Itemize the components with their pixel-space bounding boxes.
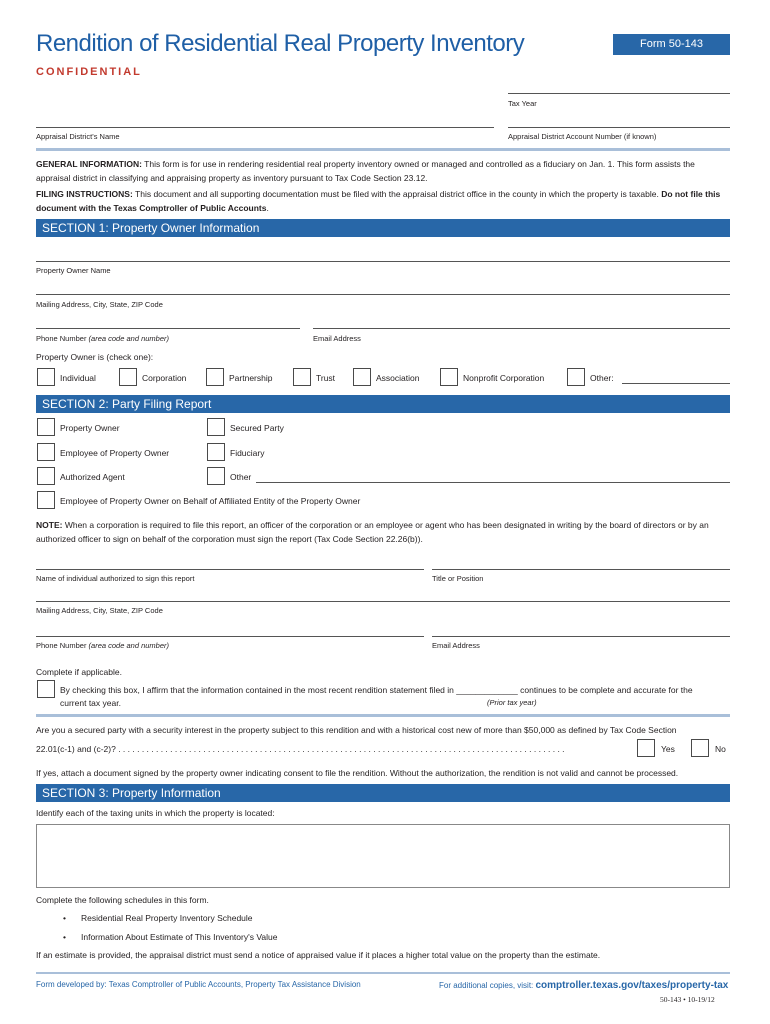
checkbox-affirm[interactable] (37, 680, 55, 698)
affirm-text-line2: current tax year. (60, 698, 121, 708)
checkbox-partnership[interactable] (206, 368, 224, 386)
owner-mailing-label: Mailing Address, City, State, ZIP Code (36, 300, 163, 309)
owner-email-field[interactable] (313, 328, 730, 329)
owner-phone-field[interactable] (36, 328, 300, 329)
checkbox-secured-party[interactable] (207, 418, 225, 436)
filer-mailing-label: Mailing Address, City, State, ZIP Code (36, 606, 163, 615)
checkbox-affiliated-employee[interactable] (37, 491, 55, 509)
filer-email-label: Email Address (432, 641, 480, 650)
prior-year-field[interactable]: _____________ (456, 685, 518, 695)
estimate-note: If an estimate is provided, the appraisal district must send a notice of appraised value if it places a higher total value on the property than the estimate. (36, 950, 601, 960)
footer-developed-by: Form developed by: Texas Comptroller of Public Accounts, Property Tax Assistance Division (36, 980, 361, 989)
footer-copies: For additional copies, visit: comptroller.texas.gov/taxes/property-tax (439, 980, 729, 991)
filing-instructions: FILING INSTRUCTIONS: This document and all supporting documentation must be filed with the appraisal district office in the county in which the property is taxable. Do not file this document with the Texas Comptroller of Public Accounts. (36, 189, 721, 213)
filer-mailing-field[interactable] (36, 601, 730, 602)
checkbox-other-filer[interactable] (207, 467, 225, 485)
secured-question-line1: Are you a secured party with a security interest in the property subject to this rendition and with a historical cost new of more than $50,000 as defined by Tax Code Section (36, 725, 677, 735)
label-secured-party: Secured Party (230, 423, 284, 433)
if-yes-note: If yes, attach a document signed by the property owner indicating consent to file the rendition. Without the authorization, the rendition is not valid and cannot be processed. (36, 768, 679, 778)
note-paragraph (36, 518, 730, 546)
filer-email-field[interactable] (432, 636, 730, 637)
taxing-units-textarea[interactable] (36, 824, 730, 888)
filer-phone-field[interactable] (36, 636, 424, 637)
other-owner-field[interactable] (622, 383, 730, 384)
bullet-1: • (63, 913, 66, 923)
footer-form-id: 50-143 • 10-19/12 (660, 995, 715, 1004)
label-other-filer: Other (230, 472, 252, 482)
checkbox-other-owner[interactable] (567, 368, 585, 386)
owner-type-prompt: Property Owner is (check one): (36, 352, 154, 362)
schedule-item-1: Residential Real Property Inventory Schedule (81, 913, 253, 923)
checkbox-property-owner[interactable] (37, 418, 55, 436)
general-heading: GENERAL INFORMATION: (36, 159, 142, 169)
label-yes: Yes (661, 744, 675, 754)
section2-divider (36, 714, 730, 717)
checkbox-individual[interactable] (37, 368, 55, 386)
filer-phone-label: Phone Number (area code and number) (36, 641, 170, 650)
form-title: Rendition of Residential Real Property Inventory (36, 30, 525, 57)
label-partnership: Partnership (229, 373, 273, 383)
account-number-field[interactable] (508, 127, 730, 128)
checkbox-corporation[interactable] (119, 368, 137, 386)
individual-name-label: Name of individual authorized to sign this report (36, 574, 195, 583)
checkbox-fiduciary[interactable] (207, 443, 225, 461)
owner-name-field[interactable] (36, 261, 730, 262)
label-individual: Individual (60, 373, 96, 383)
complete-if-applicable: Complete if applicable. (36, 667, 122, 677)
label-trust: Trust (316, 373, 336, 383)
filing-bold: Do not file this document with the Texas Comptroller of Public Accounts (36, 189, 721, 213)
label-corporation: Corporation (142, 373, 187, 383)
label-association: Association (376, 373, 420, 383)
prior-year-hint: (Prior tax year) (487, 698, 537, 707)
label-other-owner: Other: (590, 373, 614, 383)
checkbox-employee[interactable] (37, 443, 55, 461)
owner-email-label: Email Address (313, 334, 361, 343)
checkbox-nonprofit[interactable] (440, 368, 458, 386)
general-text: This form is for use in rendering residential real property inventory owned or managed and controlled as a fiduciary on Jan. 1. This form assists the appraisal district in classifying and appraising property as inventory pursuant to Tax Code Section 23.12. (36, 159, 695, 183)
label-nonprofit: Nonprofit Corporation (463, 373, 545, 383)
account-number-label: Appraisal District Account Number (if known) (508, 132, 657, 141)
confidential-label: CONFIDENTIAL (36, 66, 142, 78)
title-position-label: Title or Position (432, 574, 484, 583)
header-divider (36, 148, 730, 151)
checkbox-association[interactable] (353, 368, 371, 386)
individual-name-field[interactable] (36, 569, 424, 570)
secured-question-line2: 22.01(c-1) and (c-2)? . . . . . . . . . . . . . . . . . . . . . . . . . . . . . . . . . . . . . . . . . . . . . . . . . . . . . . . . . . . . . . . . . . . . . . . . . . . . . . . . . . . . . . . . . . . . . . . (36, 744, 565, 754)
general-information (36, 157, 730, 185)
section1-header: SECTION 1: Property Owner Information (36, 219, 730, 237)
note-heading: NOTE: (36, 520, 63, 530)
label-fiduciary: Fiduciary (230, 448, 265, 458)
label-property-owner: Property Owner (60, 423, 120, 433)
schedule-item-2: Information About Estimate of This Inventory's Value (81, 932, 278, 942)
section3-header: SECTION 3: Property Information (36, 784, 730, 802)
district-name-field[interactable] (36, 127, 494, 128)
tax-year-field[interactable] (508, 93, 730, 94)
tax-year-label: Tax Year (508, 99, 537, 108)
label-employee: Employee of Property Owner (60, 448, 170, 458)
filing-heading: FILING INSTRUCTIONS: (36, 189, 133, 199)
owner-mailing-field[interactable] (36, 294, 730, 295)
label-affiliated-employee: Employee of Property Owner on Behalf of Affiliated Entity of the Property Owner (60, 496, 361, 506)
checkbox-no[interactable] (691, 739, 709, 757)
bullet-2: • (63, 932, 66, 942)
label-authorized-agent: Authorized Agent (60, 472, 125, 482)
filing-text: This document and all supporting documentation must be filed with the appraisal district office in the county in which the property is taxable. (135, 189, 659, 199)
form-number-badge: Form 50-143 (613, 34, 730, 55)
district-name-label: Appraisal District's Name (36, 132, 120, 141)
other-filer-field[interactable] (256, 482, 730, 483)
affirm-text: By checking this box, I affirm that the information contained in the most recent rendition statement filed in _____________ continues to be complete and accurate for the (60, 685, 693, 695)
footer-url-link[interactable]: comptroller.texas.gov/taxes/property-tax (535, 980, 729, 991)
label-no: No (715, 744, 726, 754)
note-text: When a corporation is required to file this report, an officer of the corporation or an employee or agent who has been designated in writing by the board of directors or by an authorized officer to sign on behalf of the corporation must sign the report (Tax Code Section 22.26(b)). (36, 520, 709, 544)
identify-prompt: Identify each of the taxing units in which the property is located: (36, 808, 275, 818)
complete-schedules: Complete the following schedules in this form. (36, 895, 209, 905)
footer-divider (36, 972, 730, 974)
owner-phone-label: Phone Number (area code and number) (36, 334, 170, 343)
section2-header: SECTION 2: Party Filing Report (36, 395, 730, 413)
owner-name-label: Property Owner Name (36, 266, 111, 275)
title-position-field[interactable] (432, 569, 730, 570)
checkbox-trust[interactable] (293, 368, 311, 386)
checkbox-yes[interactable] (637, 739, 655, 757)
checkbox-authorized-agent[interactable] (37, 467, 55, 485)
